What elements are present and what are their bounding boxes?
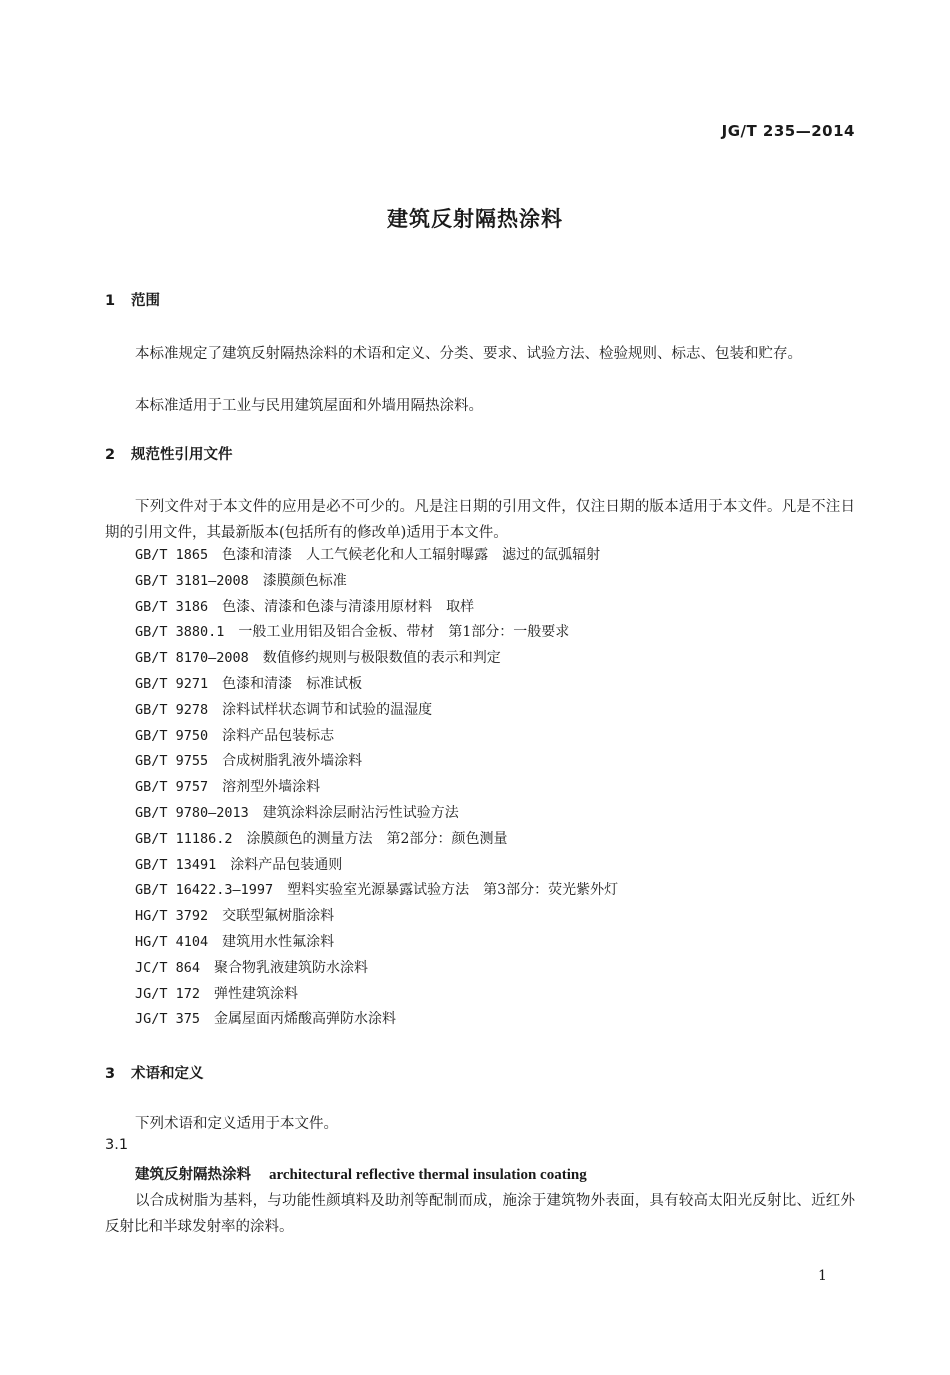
reference-item [135, 569, 618, 595]
reference-title: 色漆和清漆 标准试板 [222, 675, 363, 692]
scope-paragraph-2: 本标准适用于工业与民用建筑屋面和外墙用隔热涂料。 [135, 398, 483, 414]
term-entry [135, 1163, 587, 1184]
reference-title: 塑料实验室光源暴露试验方法 第3部分：荧光紫外灯 [287, 882, 619, 899]
reference-title: 溶剂型外墙涂料 [222, 779, 321, 796]
reference-item [135, 620, 618, 646]
reference-item [135, 646, 618, 672]
reference-title: 弹性建筑涂料 [214, 985, 299, 1002]
reference-title: 聚合物乳液建筑防水涂料 [214, 959, 369, 976]
reference-item [135, 775, 618, 801]
reference-code: GB/T 9271 [135, 675, 209, 692]
reference-code: GB/T 3880.1 [135, 624, 225, 641]
reference-code: GB/T 9757 [135, 779, 209, 796]
reference-title: 涂膜颜色的测量方法 第2部分：颜色测量 [246, 830, 508, 847]
term-english: architectural reflective thermal insulation coating [269, 1167, 587, 1183]
reference-title: 交联型氟树脂涂料 [222, 908, 335, 925]
reference-code: GB/T 3181—2008 [135, 572, 249, 589]
normative-reference-list [135, 543, 618, 1033]
reference-code: GB/T 16422.3—1997 [135, 882, 274, 899]
reference-code: HG/T 3792 [135, 908, 209, 925]
reference-item [135, 749, 618, 775]
reference-item [135, 853, 618, 879]
reference-item [135, 801, 618, 827]
reference-item [135, 595, 618, 621]
reference-title: 一般工业用铝及铝合金板、带材 第1部分：一般要求 [238, 624, 570, 641]
reference-title: 色漆和清漆 人工气候老化和人工辐射曝露 滤过的氙弧辐射 [222, 547, 601, 563]
reference-title: 合成树脂乳液外墙涂料 [222, 753, 363, 770]
term-chinese: 建筑反射隔热涂料 [135, 1166, 251, 1183]
section-number: 3 [105, 1066, 116, 1082]
standard-code: JG/T 235—2014 [721, 122, 855, 140]
reference-code: GB/T 3186 [135, 598, 209, 615]
reference-item [135, 930, 618, 956]
reference-item [135, 698, 618, 724]
reference-item [135, 878, 618, 904]
reference-code: JC/T 864 [135, 959, 201, 976]
reference-code: GB/T 1865 [135, 547, 209, 563]
reference-title: 数值修约规则与极限数值的表示和判定 [262, 650, 501, 667]
reference-item [135, 982, 618, 1008]
clause-number: 3.1 [105, 1137, 129, 1153]
section-title: 规范性引用文件 [131, 447, 233, 463]
reference-title: 建筑涂料涂层耐沾污性试验方法 [262, 804, 459, 821]
reference-code: JG/T 172 [135, 985, 201, 1002]
reference-code: GB/T 9755 [135, 753, 209, 770]
page-number: 1 [818, 1268, 827, 1284]
section-number: 2 [105, 447, 116, 463]
reference-item [135, 827, 618, 853]
scope-paragraph-1: 本标准规定了建筑反射隔热涂料的术语和定义、分类、要求、试验方法、检验规则、标志、包装和贮存。 [135, 346, 802, 362]
reference-item [135, 543, 618, 569]
reference-code: GB/T 9780—2013 [135, 804, 249, 821]
reference-code: GB/T 9278 [135, 701, 209, 718]
reference-item [135, 1007, 618, 1033]
reference-title: 涂料产品包装标志 [222, 727, 335, 744]
reference-item [135, 724, 618, 750]
reference-code: GB/T 11186.2 [135, 830, 233, 847]
section-2-heading [105, 443, 233, 464]
reference-title: 涂料试样状态调节和试验的温湿度 [222, 701, 433, 718]
reference-item [135, 904, 618, 930]
section-number: 1 [105, 293, 116, 309]
reference-code: JG/T 375 [135, 1011, 201, 1028]
section-title: 范围 [131, 293, 160, 309]
term-definition: 以合成树脂为基料，与功能性颜填料及助剂等配制而成，施涂于建筑物外表面，具有较高太阳光反射比、近红外反射比和半球发射率的涂料。 [105, 1193, 855, 1235]
section-1-heading [105, 289, 160, 310]
normative-intro: 下列文件对于本文件的应用是必不可少的。凡是注日期的引用文件，仅注日期的版本适用于本文件。凡是不注日期的引用文件，其最新版本(包括所有的修改单)适用于本文件。 [105, 499, 855, 541]
section-3-heading [105, 1062, 204, 1083]
terms-intro: 下列术语和定义适用于本文件。 [135, 1116, 338, 1132]
reference-code: GB/T 9750 [135, 727, 209, 744]
reference-item [135, 672, 618, 698]
reference-title: 色漆、清漆和色漆与清漆用原材料 取样 [222, 598, 475, 615]
document-title: 建筑反射隔热涂料 [387, 207, 563, 231]
reference-title: 金属屋面丙烯酸高弹防水涂料 [214, 1011, 397, 1028]
reference-item [135, 956, 618, 982]
reference-title: 建筑用水性氟涂料 [222, 933, 335, 950]
section-title: 术语和定义 [131, 1066, 204, 1082]
reference-code: GB/T 8170—2008 [135, 650, 249, 667]
reference-code: GB/T 13491 [135, 856, 217, 873]
reference-title: 涂料产品包装通则 [230, 856, 343, 873]
reference-title: 漆膜颜色标准 [262, 572, 347, 589]
reference-code: HG/T 4104 [135, 933, 209, 950]
